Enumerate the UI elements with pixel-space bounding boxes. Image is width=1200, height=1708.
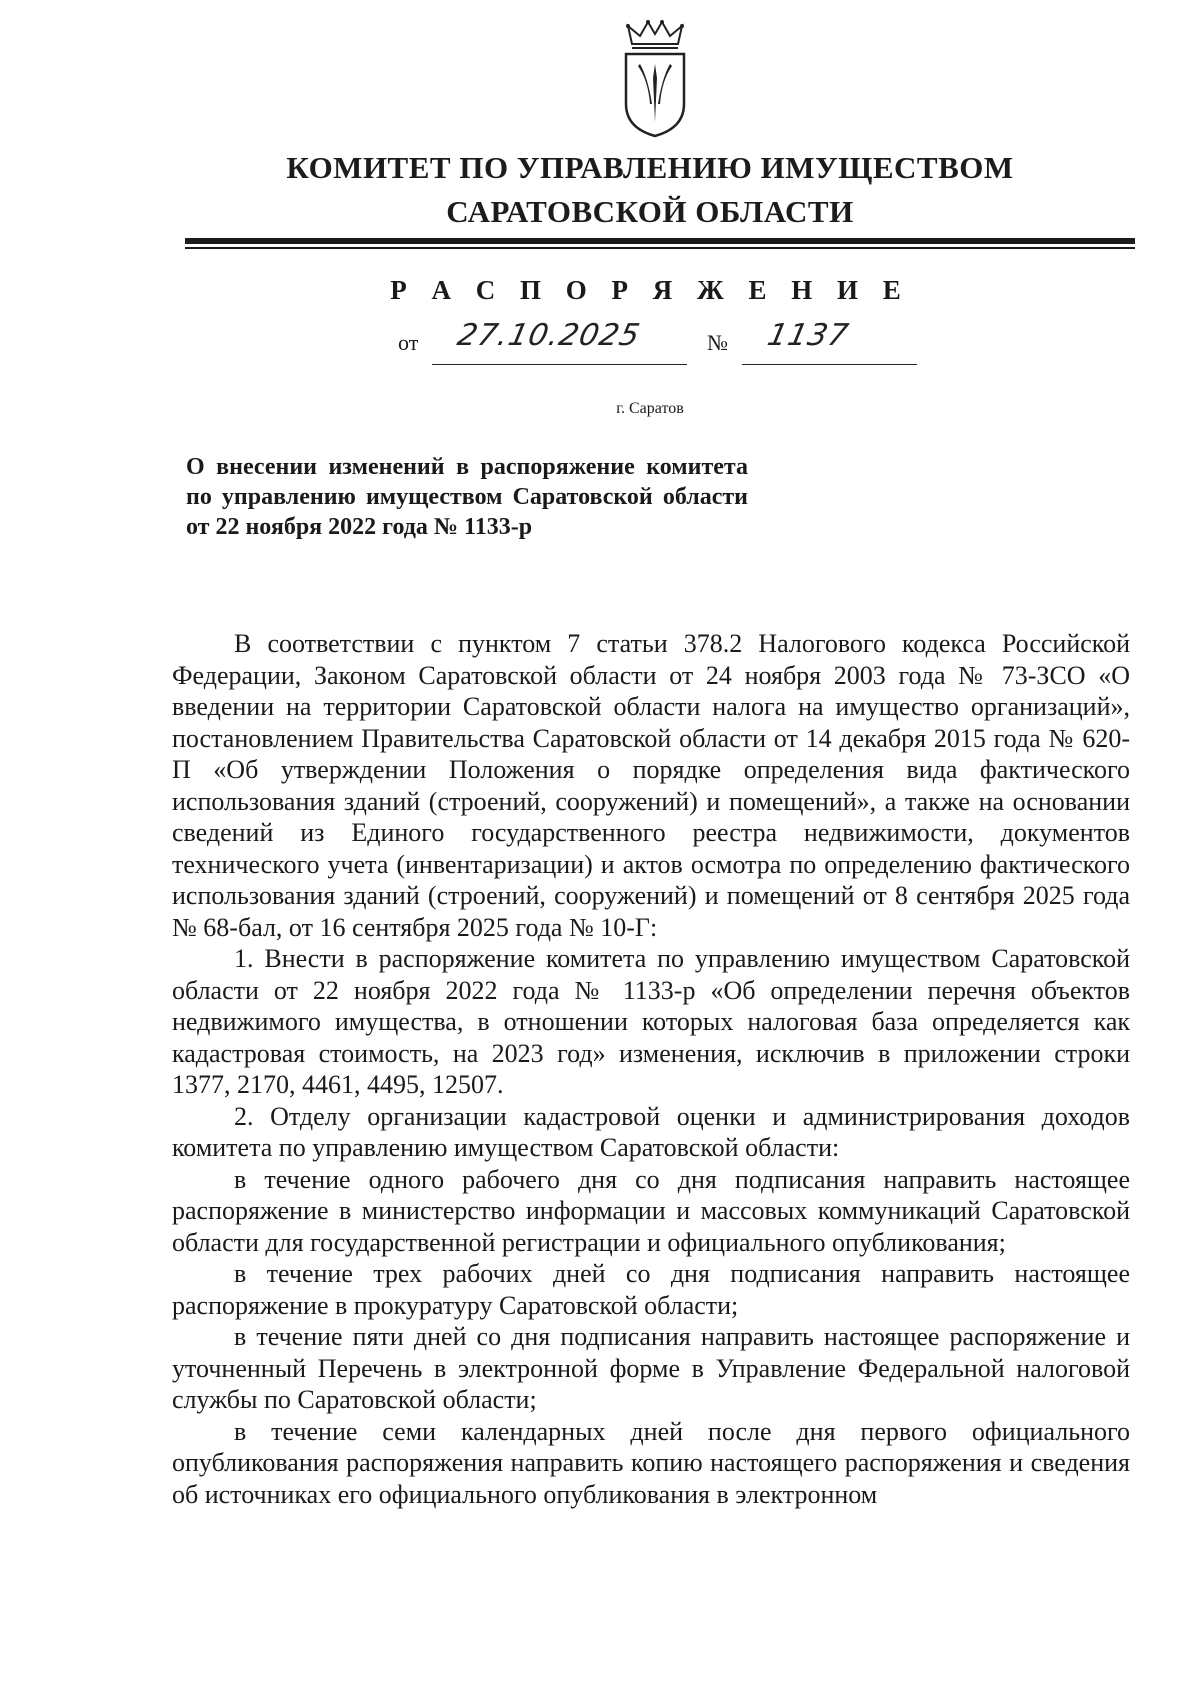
document-body bbox=[172, 628, 1130, 1510]
organization-name-line-2: САРАТОВСКОЙ ОБЛАСТИ bbox=[446, 194, 854, 229]
document-subject: О внесении изменений в распоряжение комитета по управлению имуществом Саратовской области от 22 ноября 2022 года № 1133-р bbox=[186, 454, 748, 540]
handwritten-date: 27.10.2025 bbox=[454, 318, 644, 353]
number-prefix: № bbox=[707, 330, 728, 355]
issue-city: г. Саратов bbox=[616, 400, 684, 417]
header-divider-thick bbox=[185, 238, 1135, 244]
body-paragraph-subitem-3: в течение пяти дней со дня подписания направить настоящее распоряжение и уточненный Перечень в электронной форме в Управление Федеральной налоговой службы по Саратовской области; bbox=[172, 1322, 1130, 1414]
body-paragraph-subitem-4: в течение семи календарных дней после дня первого официального опубликования распоряжения направить копию настоящего распоряжения и сведения об источниках его официального опубликования в электронном bbox=[172, 1416, 1130, 1509]
header-divider-thin bbox=[185, 247, 1135, 249]
handwritten-number: 1137 bbox=[764, 318, 853, 353]
date-prefix: от bbox=[398, 330, 419, 355]
body-paragraph-subitem-2: в течение трех рабочих дней со дня подписания направить настоящее распоряжение в прокуратуру Саратовской области; bbox=[172, 1259, 1130, 1320]
number-underline bbox=[742, 364, 917, 365]
date-underline bbox=[432, 364, 687, 365]
saratov-region-coat-of-arms-icon bbox=[618, 18, 692, 138]
organization-name-line-1: КОМИТЕТ ПО УПРАВЛЕНИЮ ИМУЩЕСТВОМ bbox=[286, 150, 1014, 185]
body-paragraph-item-2: 2. Отделу организации кадастровой оценки и администрирования доходов комитета по управлению имуществом Саратовской области: bbox=[172, 1101, 1130, 1162]
body-paragraph-item-1: 1. Внести в распоряжение комитета по управлению имуществом Саратовской области от 22 ноября 2022 года № 1133-р «Об определении перечня объектов недвижимого имущества, в отношении которых налоговая база определяется как кадастровая стоимость, на 2023 год» изменения, исключив в приложении строки 1377, 2170, 4461, 4495, 12507. bbox=[172, 944, 1130, 1099]
body-paragraph-preamble: В соответствии с пунктом 7 статьи 378.2 Налогового кодекса Российской Федерации, Законом Саратовской области от 24 ноября 2003 года № 73-ЗСО «О введении на территории Саратовской области налога на имущество организаций», постановлением Правительства Саратовской области от 14 декабря 2015 года № 620-П «Об утверждении Положения о порядке определения вида фактического использования зданий (строений, сооружений) и помещений», а также на основании сведений из Единого государственного реестра недвижимости, документов технического учета (инвентаризации) и актов осмотра по определению фактического использования зданий (строений, сооружений) и помещений от 8 сентября 2025 года № 68-бал, от 16 сентября 2025 года № 10-Г: bbox=[172, 629, 1130, 942]
body-paragraph-subitem-1: в течение одного рабочего дня со дня подписания направить настоящее распоряжение в министерство информации и массовых коммуникаций Саратовской области для государственной регистрации и официального опубликования; bbox=[172, 1164, 1130, 1257]
document-type-title: Р А С П О Р Я Ж Е Н И Е bbox=[390, 275, 910, 305]
